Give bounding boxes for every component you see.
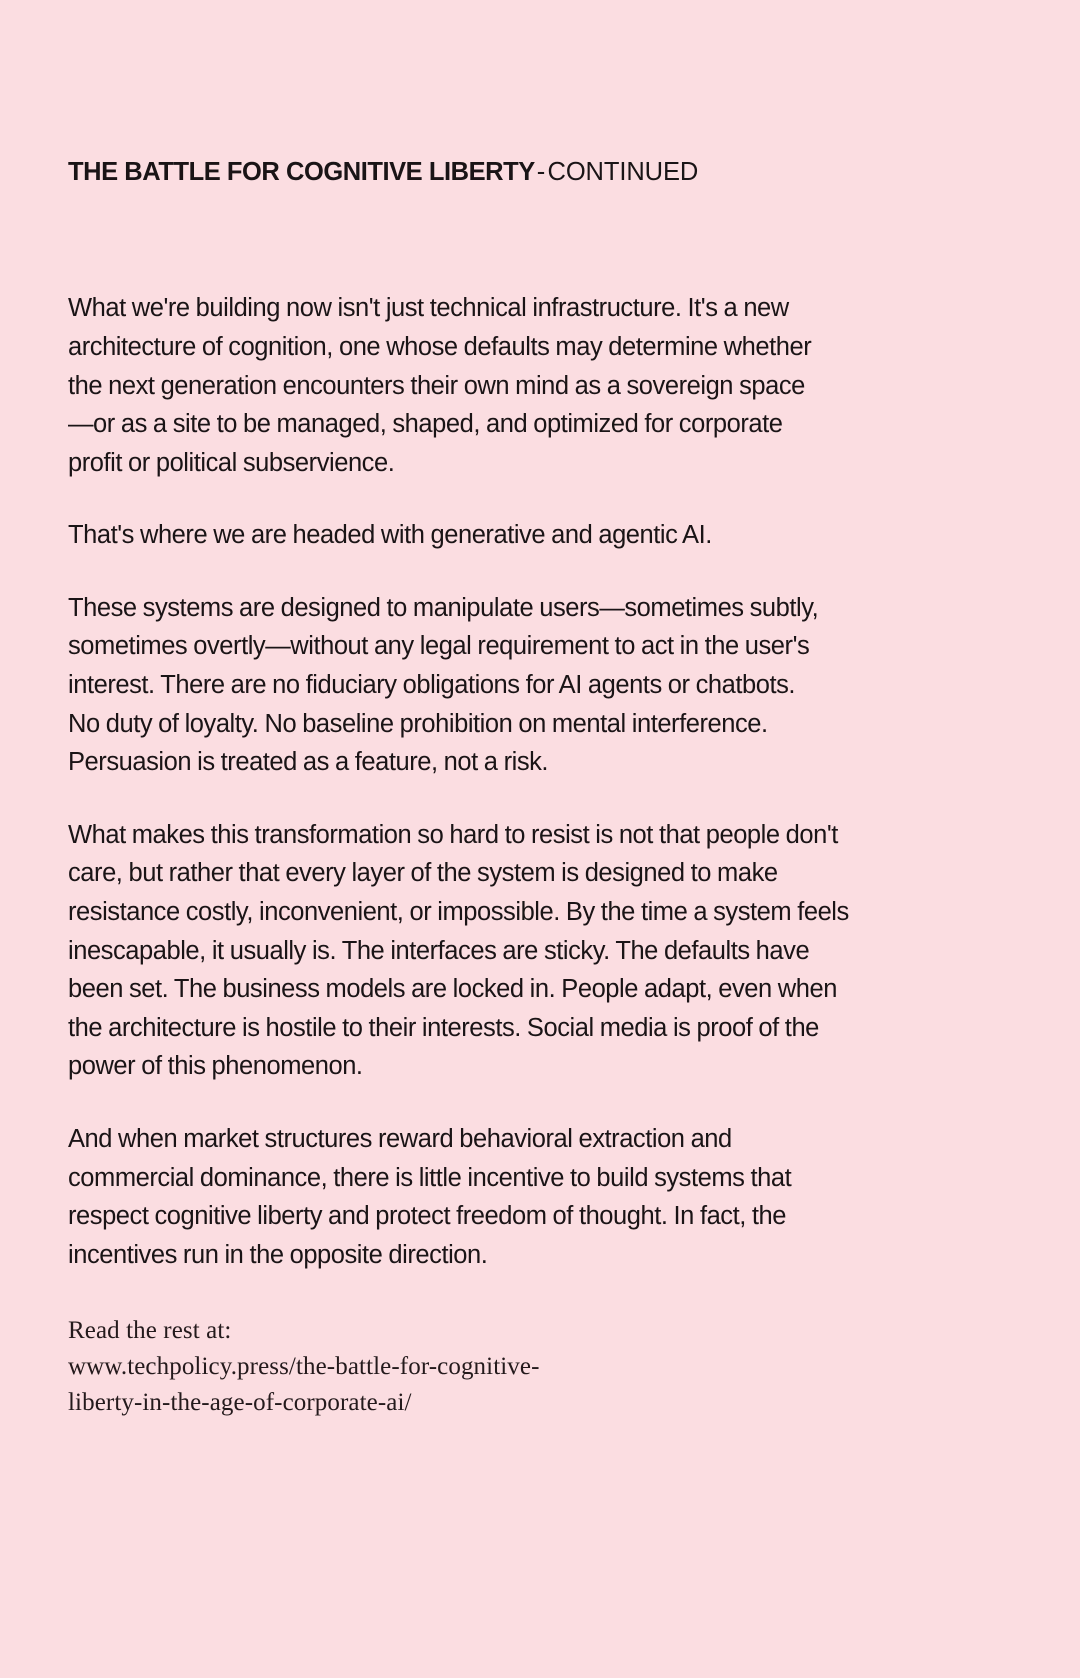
read-more-prompt: Read the rest at:: [68, 1317, 232, 1344]
paragraph-4: What makes this transformation so hard to resist is not that people don't care, but rather that every layer of the system is designed to make resistance costly, inconvenient, or impossible. By the time a system feels inescapable, it usually is. The interfaces are sticky. The defaults have been set. The business models are locked in. People adapt, even when the architecture is hostile to their interests. Social media is proof of the power of this phenomenon.: [68, 820, 849, 1081]
paragraph-2: That's where we are headed with generative and agentic AI.: [68, 521, 712, 550]
content-column: [68, 158, 868, 1274]
article-body: [68, 289, 868, 1274]
page-title-main: THE BATTLE FOR COGNITIVE LIBERTY: [68, 158, 535, 186]
page-title-continued: CONTINUED: [547, 158, 699, 186]
article-url-line-1[interactable]: www.techpolicy.press/the-battle-for-cognitive-: [68, 1353, 540, 1380]
page-title-separator: -: [536, 158, 546, 186]
paragraph-1: What we're building now isn't just technical infrastructure. It's a new architecture of cognition, one whose defaults may determine whether the next generation encounters their own mind as a sovereign space—or as a site to be managed, shaped, and optimized for corporate profit or political subservience.: [68, 294, 812, 477]
article-url-line-2[interactable]: liberty-in-the-age-of-corporate-ai/: [68, 1389, 412, 1416]
page-title: [68, 158, 868, 187]
paragraph-3: These systems are designed to manipulate users—sometimes subtly, sometimes overtly—without any legal requirement to act in the user's interest. There are no fiduciary obligations for AI agents or chatbots. No duty of loyalty. No baseline prohibition on mental interference. Persuasion is treated as a feature, not a risk.: [68, 593, 819, 777]
paragraph-5: And when market structures reward behavioral extraction and commercial dominance, there is little incentive to build systems that respect cognitive liberty and protect freedom of thought. In fact, the incentives run in the opposite direction.: [68, 1125, 792, 1269]
read-more-footer: [68, 1313, 688, 1421]
